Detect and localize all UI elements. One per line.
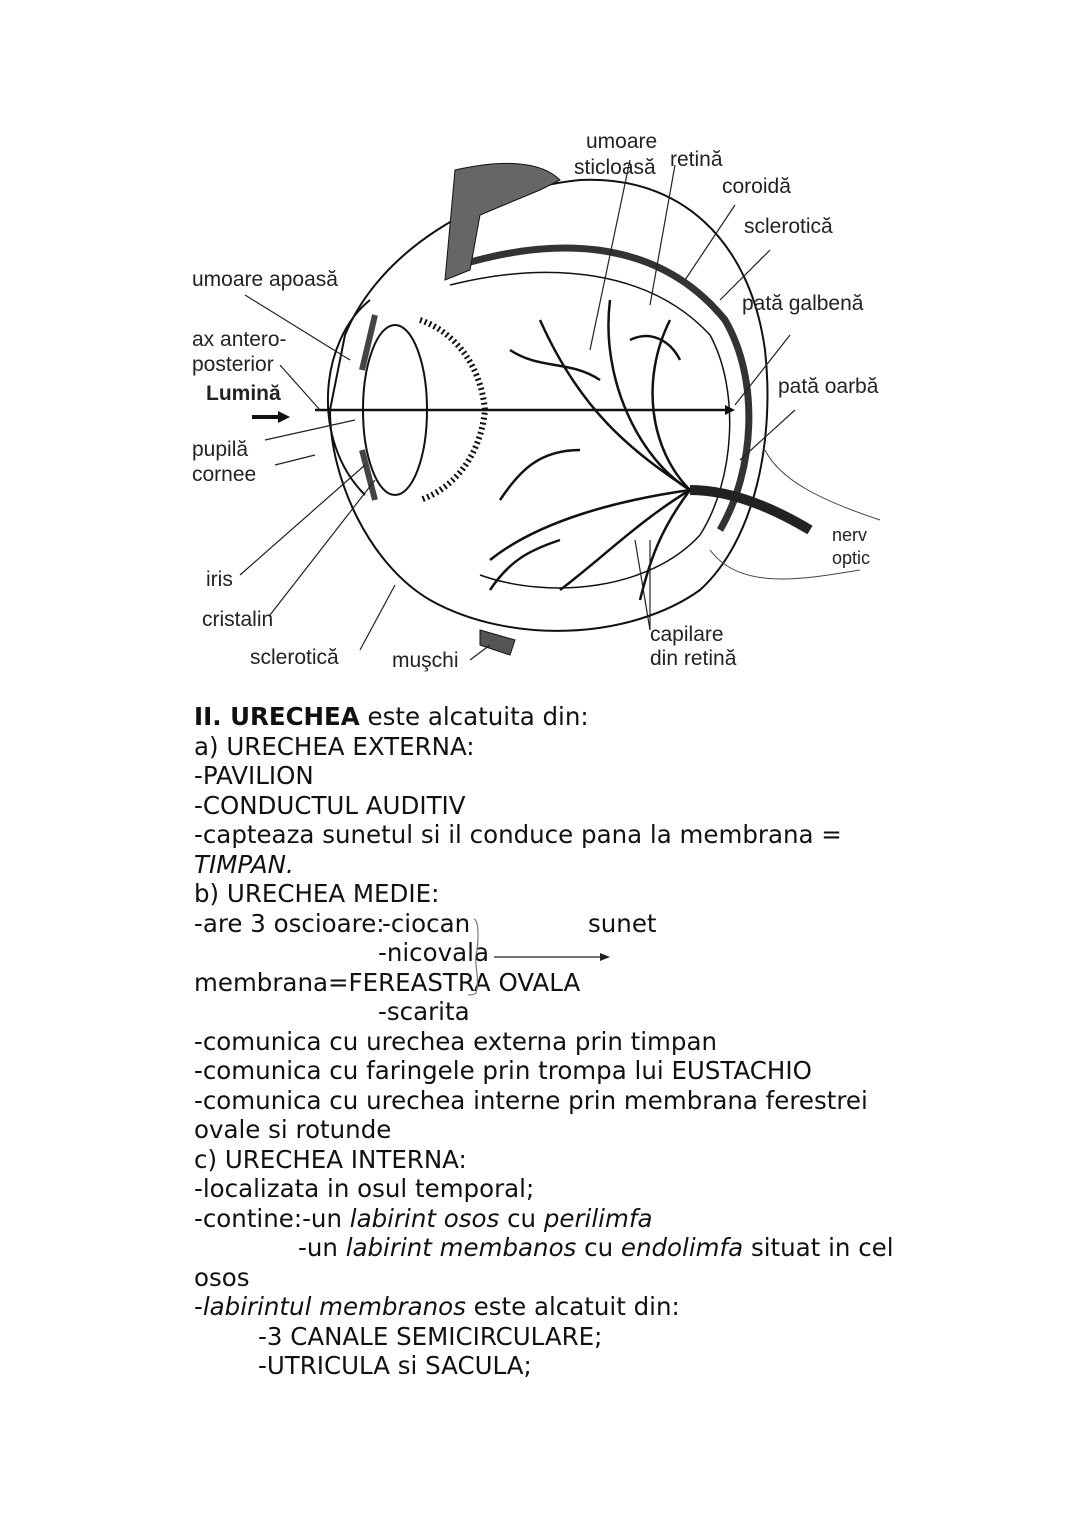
label-ax-antero-1: ax antero- (192, 328, 287, 351)
label-umoare-sticloasa-2: sticloasă (574, 156, 656, 179)
label-umoare-sticloasa-1: umoare (586, 130, 658, 153)
italic-term: perilimfa (543, 1203, 653, 1233)
label-sclerotica-top: sclerotică (744, 215, 833, 238)
document-body (194, 702, 994, 1381)
sound-label: sunet (588, 908, 657, 938)
membrane-text: membrana=FEREASTRA OVALA (194, 967, 581, 997)
label-pata-galbena: pată galbenă (742, 292, 864, 315)
label-cornee: cornee (192, 463, 257, 486)
membranos-line (194, 1233, 994, 1263)
section-heading (194, 702, 994, 732)
subheading-a: a) URECHEA EXTERNA: (194, 731, 475, 761)
list-item-continued: ovale si rotunde (194, 1115, 392, 1144)
ossicle-ciocan: -ciocan (382, 908, 471, 938)
list-item: -localizata in osul temporal; (194, 1174, 535, 1203)
label-muschi: muşchi (392, 649, 459, 672)
label-sclerotica-bottom: sclerotică (250, 646, 339, 669)
text: - (194, 1292, 203, 1321)
text: cu (499, 1203, 544, 1233)
list-item: -UTRICULA si SACULA; (258, 1351, 532, 1380)
eye-diagram (180, 120, 900, 680)
labirint-line (194, 1292, 994, 1322)
label-nerv: nerv (832, 525, 868, 545)
italic-term: labirint membanos (345, 1233, 577, 1262)
heading-bold: II. URECHEA (194, 702, 360, 731)
list-item: -comunica cu urechea externa prin timpan (194, 1026, 718, 1056)
text: -contine:-un (194, 1203, 350, 1233)
list-item: -comunica cu faringele prin trompa lui EUSTACHIO (194, 1056, 812, 1085)
contine-line (194, 1204, 994, 1234)
label-cristalin: cristalin (202, 608, 274, 631)
label-lumina: Lumină (206, 382, 281, 405)
ossicles-block (194, 909, 994, 1027)
text: cu (576, 1233, 621, 1262)
list-item: -capteaza sunetul si il conduce pana la membrana = (194, 820, 842, 849)
ossicles-prefix: -are 3 oscioare: (194, 908, 385, 938)
ossicle-scarita: -scarita (378, 997, 470, 1026)
timpan-text: TIMPAN. (194, 849, 294, 879)
list-item: -CONDUCTUL AUDITIV (194, 790, 466, 820)
label-ax-antero-2: posterior (192, 353, 274, 376)
list-item: -PAVILION (194, 761, 314, 790)
list-item: -comunica cu urechea interne prin membrana ferestrei (194, 1085, 868, 1115)
label-iris: iris (206, 568, 233, 591)
text: situat in cel (743, 1233, 894, 1262)
label-coroida: coroidă (722, 175, 791, 198)
italic-term: labirintul membranos (202, 1292, 466, 1321)
italic-term: labirint osos (349, 1203, 500, 1233)
label-retina: retină (670, 148, 723, 171)
eye-illustration (180, 120, 900, 680)
subheading-c: c) URECHEA INTERNA: (194, 1144, 467, 1174)
osos-line: osos (194, 1262, 250, 1292)
ossicle-nicovala: -nicovala (378, 938, 489, 967)
label-capilare-2: din retină (650, 647, 737, 670)
text: -un (298, 1233, 346, 1262)
brace-arrow-icon (464, 917, 624, 997)
label-pupila: pupilă (192, 438, 249, 461)
subheading-b: b) URECHEA MEDIE: (194, 879, 440, 908)
list-item: -3 CANALE SEMICIRCULARE; (258, 1321, 603, 1351)
text: este alcatuit din: (465, 1292, 680, 1321)
label-umoare-apoasa: umoare apoasă (192, 268, 338, 291)
label-pata-oarba: pată oarbă (778, 375, 879, 398)
heading-rest: este alcatuita din: (359, 702, 589, 731)
label-capilare-1: capilare (650, 623, 724, 646)
label-optic: optic (832, 548, 871, 568)
italic-term: endolimfa (620, 1233, 744, 1262)
